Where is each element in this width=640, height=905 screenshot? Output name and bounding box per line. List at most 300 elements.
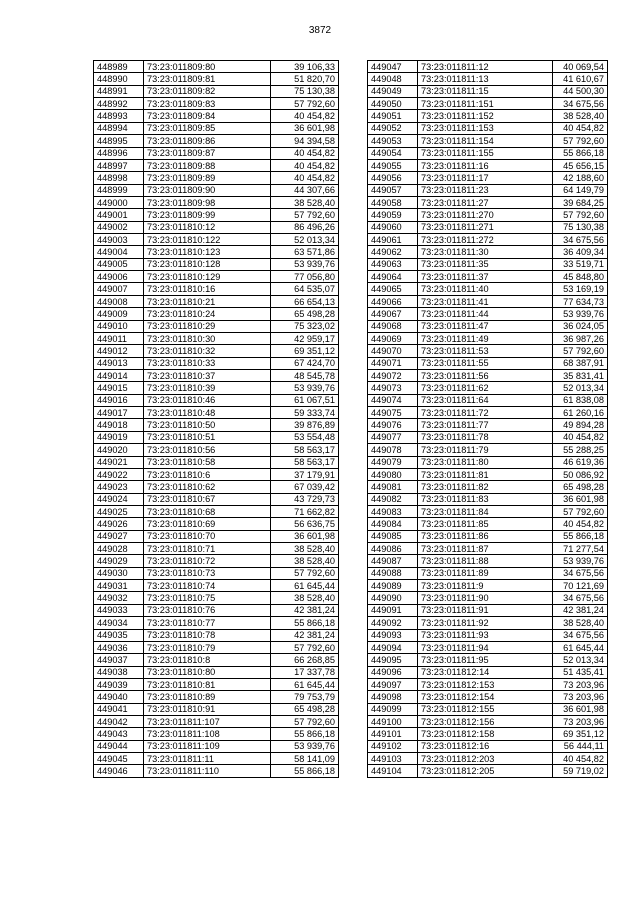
record-id-cell: 449012 bbox=[94, 345, 144, 357]
record-id-cell: 449066 bbox=[368, 295, 418, 307]
value-cell: 53 554,48 bbox=[271, 431, 339, 443]
value-cell: 39 876,89 bbox=[271, 419, 339, 431]
record-id-cell: 449055 bbox=[368, 159, 418, 171]
table-row bbox=[368, 246, 608, 258]
record-id-cell: 449058 bbox=[368, 196, 418, 208]
value-cell: 51 435,41 bbox=[553, 666, 608, 678]
record-id-cell: 449023 bbox=[94, 481, 144, 493]
table-row bbox=[94, 654, 339, 666]
value-cell: 61 067,51 bbox=[271, 394, 339, 406]
table-row bbox=[94, 753, 339, 765]
value-cell: 56 636,75 bbox=[271, 518, 339, 530]
cadastral-number-cell: 73:23:011811:272 bbox=[418, 234, 553, 246]
cadastral-number-cell: 73:23:011810:24 bbox=[144, 308, 271, 320]
record-id-cell: 449044 bbox=[94, 740, 144, 752]
table-row bbox=[368, 209, 608, 221]
cadastral-number-cell: 73:23:011810:56 bbox=[144, 444, 271, 456]
table-row bbox=[94, 431, 339, 443]
value-cell: 40 454,82 bbox=[553, 753, 608, 765]
value-cell: 38 528,40 bbox=[271, 592, 339, 604]
record-id-cell: 449043 bbox=[94, 728, 144, 740]
right-table-body bbox=[368, 61, 608, 778]
cadastral-number-cell: 73:23:011811:35 bbox=[418, 258, 553, 270]
cadastral-number-cell: 73:23:011809:83 bbox=[144, 98, 271, 110]
cadastral-number-cell: 73:23:011811:155 bbox=[418, 147, 553, 159]
page-number: 3872 bbox=[308, 25, 332, 36]
table-row bbox=[368, 172, 608, 184]
cadastral-number-cell: 73:23:011811:40 bbox=[418, 283, 553, 295]
value-cell: 66 654,13 bbox=[271, 295, 339, 307]
value-cell: 66 268,85 bbox=[271, 654, 339, 666]
table-row bbox=[368, 468, 608, 480]
value-cell: 51 820,70 bbox=[271, 73, 339, 85]
cadastral-number-cell: 73:23:011811:151 bbox=[418, 98, 553, 110]
value-cell: 38 528,40 bbox=[271, 555, 339, 567]
table-row bbox=[94, 357, 339, 369]
value-cell: 67 424,70 bbox=[271, 357, 339, 369]
value-cell: 57 792,60 bbox=[553, 505, 608, 517]
cadastral-number-cell: 73:23:011810:123 bbox=[144, 246, 271, 258]
value-cell: 69 351,12 bbox=[553, 728, 608, 740]
cadastral-number-cell: 73:23:011812:153 bbox=[418, 678, 553, 690]
cadastral-number-cell: 73:23:011811:17 bbox=[418, 172, 553, 184]
value-cell: 40 454,82 bbox=[271, 172, 339, 184]
value-cell: 17 337,78 bbox=[271, 666, 339, 678]
record-id-cell: 449072 bbox=[368, 369, 418, 381]
table-row bbox=[94, 246, 339, 258]
value-cell: 44 500,30 bbox=[553, 85, 608, 97]
record-id-cell: 448991 bbox=[94, 85, 144, 97]
cadastral-number-cell: 73:23:011810:74 bbox=[144, 580, 271, 592]
value-cell: 58 563,17 bbox=[271, 444, 339, 456]
record-id-cell: 449061 bbox=[368, 234, 418, 246]
record-id-cell: 449025 bbox=[94, 505, 144, 517]
table-row bbox=[368, 678, 608, 690]
record-id-cell: 449005 bbox=[94, 258, 144, 270]
table-row bbox=[94, 493, 339, 505]
value-cell: 58 141,09 bbox=[271, 753, 339, 765]
table-row bbox=[368, 716, 608, 728]
value-cell: 49 894,28 bbox=[553, 419, 608, 431]
table-row bbox=[94, 61, 339, 73]
cadastral-number-cell: 73:23:011811:94 bbox=[418, 641, 553, 653]
cadastral-number-cell: 73:23:011811:107 bbox=[144, 716, 271, 728]
value-cell: 64 149,79 bbox=[553, 184, 608, 196]
value-cell: 40 454,82 bbox=[553, 431, 608, 443]
table-row bbox=[368, 196, 608, 208]
table-row bbox=[368, 308, 608, 320]
value-cell: 39 106,33 bbox=[271, 61, 339, 73]
record-id-cell: 449104 bbox=[368, 765, 418, 777]
record-id-cell: 449101 bbox=[368, 728, 418, 740]
table-row bbox=[368, 617, 608, 629]
value-cell: 53 939,76 bbox=[553, 308, 608, 320]
value-cell: 52 013,34 bbox=[553, 654, 608, 666]
value-cell: 36 409,34 bbox=[553, 246, 608, 258]
value-cell: 79 753,79 bbox=[271, 691, 339, 703]
record-id-cell: 449041 bbox=[94, 703, 144, 715]
table-row bbox=[368, 505, 608, 517]
record-id-cell: 449067 bbox=[368, 308, 418, 320]
record-id-cell: 449050 bbox=[368, 98, 418, 110]
table-row bbox=[94, 678, 339, 690]
cadastral-number-cell: 73:23:011809:85 bbox=[144, 122, 271, 134]
value-cell: 69 351,12 bbox=[271, 345, 339, 357]
record-id-cell: 449006 bbox=[94, 271, 144, 283]
table-row bbox=[94, 209, 339, 221]
table-row bbox=[94, 765, 339, 777]
value-cell: 40 454,82 bbox=[271, 159, 339, 171]
value-cell: 42 381,24 bbox=[271, 604, 339, 616]
table-row bbox=[368, 85, 608, 97]
cadastral-number-cell: 73:23:011810:6 bbox=[144, 468, 271, 480]
cadastral-number-cell: 73:23:011811:90 bbox=[418, 592, 553, 604]
table-row bbox=[94, 308, 339, 320]
cadastral-number-cell: 73:23:011810:77 bbox=[144, 617, 271, 629]
value-cell: 67 039,42 bbox=[271, 481, 339, 493]
record-id-cell: 449003 bbox=[94, 234, 144, 246]
table-row bbox=[368, 740, 608, 752]
cadastral-number-cell: 73:23:011810:72 bbox=[144, 555, 271, 567]
table-row bbox=[368, 332, 608, 344]
cadastral-number-cell: 73:23:011810:70 bbox=[144, 530, 271, 542]
cadastral-number-cell: 73:23:011811:83 bbox=[418, 493, 553, 505]
table-row bbox=[368, 369, 608, 381]
record-id-cell: 449030 bbox=[94, 567, 144, 579]
table-row bbox=[368, 456, 608, 468]
record-id-cell: 449092 bbox=[368, 617, 418, 629]
value-cell: 55 866,18 bbox=[553, 147, 608, 159]
record-id-cell: 449089 bbox=[368, 580, 418, 592]
record-id-cell: 449027 bbox=[94, 530, 144, 542]
value-cell: 53 939,76 bbox=[271, 258, 339, 270]
table-row bbox=[94, 283, 339, 295]
cadastral-number-cell: 73:23:011810:67 bbox=[144, 493, 271, 505]
record-id-cell: 449052 bbox=[368, 122, 418, 134]
value-cell: 56 444,11 bbox=[553, 740, 608, 752]
table-row bbox=[368, 407, 608, 419]
value-cell: 75 130,38 bbox=[553, 221, 608, 233]
record-id-cell: 449054 bbox=[368, 147, 418, 159]
table-row bbox=[94, 382, 339, 394]
record-id-cell: 449022 bbox=[94, 468, 144, 480]
cadastral-number-cell: 73:23:011811:93 bbox=[418, 629, 553, 641]
value-cell: 61 645,44 bbox=[271, 678, 339, 690]
record-id-cell: 449029 bbox=[94, 555, 144, 567]
table-row bbox=[368, 135, 608, 147]
cadastral-number-cell: 73:23:011812:155 bbox=[418, 703, 553, 715]
record-id-cell: 449021 bbox=[94, 456, 144, 468]
table-row bbox=[94, 184, 339, 196]
cadastral-number-cell: 73:23:011811:13 bbox=[418, 73, 553, 85]
cadastral-number-cell: 73:23:011811:44 bbox=[418, 308, 553, 320]
table-row bbox=[368, 604, 608, 616]
record-id-cell: 449093 bbox=[368, 629, 418, 641]
cadastral-number-cell: 73:23:011810:69 bbox=[144, 518, 271, 530]
record-id-cell: 449011 bbox=[94, 332, 144, 344]
cadastral-number-cell: 73:23:011810:128 bbox=[144, 258, 271, 270]
value-cell: 55 866,18 bbox=[553, 530, 608, 542]
table-row bbox=[368, 122, 608, 134]
value-cell: 45 656,15 bbox=[553, 159, 608, 171]
record-id-cell: 449000 bbox=[94, 196, 144, 208]
record-id-cell: 449081 bbox=[368, 481, 418, 493]
record-id-cell: 449018 bbox=[94, 419, 144, 431]
value-cell: 44 307,66 bbox=[271, 184, 339, 196]
cadastral-number-cell: 73:23:011810:39 bbox=[144, 382, 271, 394]
record-id-cell: 449038 bbox=[94, 666, 144, 678]
value-cell: 64 535,07 bbox=[271, 283, 339, 295]
value-cell: 35 831,41 bbox=[553, 369, 608, 381]
table-row bbox=[368, 567, 608, 579]
value-cell: 43 729,73 bbox=[271, 493, 339, 505]
record-id-cell: 449099 bbox=[368, 703, 418, 715]
record-id-cell: 448993 bbox=[94, 110, 144, 122]
cadastral-number-cell: 73:23:011809:80 bbox=[144, 61, 271, 73]
record-id-cell: 449042 bbox=[94, 716, 144, 728]
value-cell: 73 203,96 bbox=[553, 716, 608, 728]
value-cell: 42 381,24 bbox=[553, 604, 608, 616]
table-row bbox=[94, 691, 339, 703]
value-cell: 55 288,25 bbox=[553, 444, 608, 456]
value-cell: 86 496,26 bbox=[271, 221, 339, 233]
value-cell: 55 866,18 bbox=[271, 728, 339, 740]
table-row bbox=[94, 332, 339, 344]
table-row bbox=[368, 320, 608, 332]
table-row bbox=[368, 431, 608, 443]
value-cell: 48 545,78 bbox=[271, 369, 339, 381]
table-row bbox=[368, 728, 608, 740]
table-row bbox=[368, 481, 608, 493]
cadastral-number-cell: 73:23:011809:99 bbox=[144, 209, 271, 221]
value-cell: 42 188,60 bbox=[553, 172, 608, 184]
table-row bbox=[368, 357, 608, 369]
value-cell: 59 719,02 bbox=[553, 765, 608, 777]
record-id-cell: 449100 bbox=[368, 716, 418, 728]
cadastral-number-cell: 73:23:011811:77 bbox=[418, 419, 553, 431]
table-row bbox=[94, 320, 339, 332]
value-cell: 65 498,28 bbox=[271, 703, 339, 715]
cadastral-number-cell: 73:23:011811:88 bbox=[418, 555, 553, 567]
table-row bbox=[94, 555, 339, 567]
record-id-cell: 449017 bbox=[94, 407, 144, 419]
cadastral-number-cell: 73:23:011810:50 bbox=[144, 419, 271, 431]
record-id-cell: 449085 bbox=[368, 530, 418, 542]
cadastral-number-cell: 73:23:011809:87 bbox=[144, 147, 271, 159]
table-row bbox=[94, 110, 339, 122]
table-row bbox=[368, 753, 608, 765]
table-row bbox=[94, 73, 339, 85]
table-row bbox=[368, 73, 608, 85]
value-cell: 57 792,60 bbox=[271, 641, 339, 653]
table-row bbox=[368, 703, 608, 715]
table-row bbox=[368, 184, 608, 196]
record-id-cell: 449010 bbox=[94, 320, 144, 332]
record-id-cell: 449091 bbox=[368, 604, 418, 616]
table-row bbox=[368, 61, 608, 73]
record-id-cell: 449045 bbox=[94, 753, 144, 765]
table-row bbox=[368, 444, 608, 456]
record-id-cell: 449057 bbox=[368, 184, 418, 196]
cadastral-number-cell: 73:23:011811:82 bbox=[418, 481, 553, 493]
cadastral-number-cell: 73:23:011811:9 bbox=[418, 580, 553, 592]
value-cell: 50 086,92 bbox=[553, 468, 608, 480]
value-cell: 34 675,56 bbox=[553, 629, 608, 641]
record-id-cell: 449090 bbox=[368, 592, 418, 604]
cadastral-number-cell: 73:23:011811:78 bbox=[418, 431, 553, 443]
value-cell: 52 013,34 bbox=[271, 234, 339, 246]
cadastral-number-cell: 73:23:011811:85 bbox=[418, 518, 553, 530]
record-id-cell: 449084 bbox=[368, 518, 418, 530]
record-id-cell: 449008 bbox=[94, 295, 144, 307]
table-row bbox=[94, 122, 339, 134]
record-id-cell: 449046 bbox=[94, 765, 144, 777]
record-id-cell: 449026 bbox=[94, 518, 144, 530]
cadastral-number-cell: 73:23:011811:11 bbox=[144, 753, 271, 765]
record-id-cell: 448992 bbox=[94, 98, 144, 110]
table-row bbox=[368, 394, 608, 406]
record-id-cell: 449076 bbox=[368, 419, 418, 431]
cadastral-number-cell: 73:23:011810:8 bbox=[144, 654, 271, 666]
table-row bbox=[94, 147, 339, 159]
record-id-cell: 449047 bbox=[368, 61, 418, 73]
record-id-cell: 449019 bbox=[94, 431, 144, 443]
cadastral-number-cell: 73:23:011811:41 bbox=[418, 295, 553, 307]
value-cell: 75 130,38 bbox=[271, 85, 339, 97]
record-id-cell: 449083 bbox=[368, 505, 418, 517]
value-cell: 36 601,98 bbox=[553, 493, 608, 505]
cadastral-number-cell: 73:23:011811:37 bbox=[418, 271, 553, 283]
table-row bbox=[368, 691, 608, 703]
value-cell: 65 498,28 bbox=[271, 308, 339, 320]
value-cell: 38 528,40 bbox=[553, 110, 608, 122]
cadastral-number-cell: 73:23:011811:91 bbox=[418, 604, 553, 616]
record-id-cell: 449031 bbox=[94, 580, 144, 592]
record-id-cell: 449070 bbox=[368, 345, 418, 357]
table-row bbox=[368, 234, 608, 246]
record-id-cell: 448995 bbox=[94, 135, 144, 147]
table-row bbox=[368, 629, 608, 641]
value-cell: 42 959,17 bbox=[271, 332, 339, 344]
value-cell: 34 675,56 bbox=[553, 592, 608, 604]
table-row bbox=[368, 382, 608, 394]
value-cell: 38 528,40 bbox=[553, 617, 608, 629]
cadastral-number-cell: 73:23:011810:78 bbox=[144, 629, 271, 641]
value-cell: 38 528,40 bbox=[271, 543, 339, 555]
record-id-cell: 449098 bbox=[368, 691, 418, 703]
record-id-cell: 449062 bbox=[368, 246, 418, 258]
record-id-cell: 449034 bbox=[94, 617, 144, 629]
cadastral-number-cell: 73:23:011811:79 bbox=[418, 444, 553, 456]
cadastral-number-cell: 73:23:011810:129 bbox=[144, 271, 271, 283]
cadastral-number-cell: 73:23:011810:71 bbox=[144, 543, 271, 555]
cadastral-number-cell: 73:23:011811:80 bbox=[418, 456, 553, 468]
value-cell: 61 260,16 bbox=[553, 407, 608, 419]
record-id-cell: 449053 bbox=[368, 135, 418, 147]
value-cell: 77 634,73 bbox=[553, 295, 608, 307]
cadastral-number-cell: 73:23:011811:12 bbox=[418, 61, 553, 73]
cadastral-number-cell: 73:23:011810:73 bbox=[144, 567, 271, 579]
value-cell: 59 333,74 bbox=[271, 407, 339, 419]
value-cell: 94 394,58 bbox=[271, 135, 339, 147]
cadastral-number-cell: 73:23:011810:76 bbox=[144, 604, 271, 616]
cadastral-number-cell: 73:23:011810:89 bbox=[144, 691, 271, 703]
value-cell: 57 792,60 bbox=[553, 209, 608, 221]
value-cell: 65 498,28 bbox=[553, 481, 608, 493]
value-cell: 38 528,40 bbox=[271, 196, 339, 208]
cadastral-number-cell: 73:23:011812:203 bbox=[418, 753, 553, 765]
record-id-cell: 448996 bbox=[94, 147, 144, 159]
value-cell: 45 848,80 bbox=[553, 271, 608, 283]
value-cell: 70 121,69 bbox=[553, 580, 608, 592]
cadastral-number-cell: 73:23:011810:68 bbox=[144, 505, 271, 517]
record-id-cell: 449068 bbox=[368, 320, 418, 332]
cadastral-number-cell: 73:23:011810:81 bbox=[144, 678, 271, 690]
cadastral-number-cell: 73:23:011809:98 bbox=[144, 196, 271, 208]
record-id-cell: 449002 bbox=[94, 221, 144, 233]
table-row bbox=[94, 271, 339, 283]
cadastral-number-cell: 73:23:011810:79 bbox=[144, 641, 271, 653]
record-id-cell: 449080 bbox=[368, 468, 418, 480]
record-id-cell: 449056 bbox=[368, 172, 418, 184]
value-cell: 57 792,60 bbox=[271, 567, 339, 579]
cadastral-number-cell: 73:23:011810:32 bbox=[144, 345, 271, 357]
table-row bbox=[94, 234, 339, 246]
value-cell: 46 619,36 bbox=[553, 456, 608, 468]
table-row bbox=[94, 530, 339, 542]
cadastral-number-cell: 73:23:011811:95 bbox=[418, 654, 553, 666]
record-id-cell: 449051 bbox=[368, 110, 418, 122]
record-id-cell: 448998 bbox=[94, 172, 144, 184]
cadastral-number-cell: 73:23:011811:47 bbox=[418, 320, 553, 332]
cadastral-number-cell: 73:23:011811:87 bbox=[418, 543, 553, 555]
value-cell: 40 454,82 bbox=[553, 518, 608, 530]
value-cell: 42 381,24 bbox=[271, 629, 339, 641]
record-id-cell: 449065 bbox=[368, 283, 418, 295]
record-id-cell: 449007 bbox=[94, 283, 144, 295]
record-id-cell: 449037 bbox=[94, 654, 144, 666]
record-id-cell: 448997 bbox=[94, 159, 144, 171]
table-row bbox=[368, 159, 608, 171]
cadastral-number-cell: 73:23:011812:156 bbox=[418, 716, 553, 728]
record-id-cell: 449097 bbox=[368, 678, 418, 690]
cadastral-number-cell: 73:23:011809:84 bbox=[144, 110, 271, 122]
cadastral-number-cell: 73:23:011810:33 bbox=[144, 357, 271, 369]
value-cell: 33 519,71 bbox=[553, 258, 608, 270]
record-id-cell: 449035 bbox=[94, 629, 144, 641]
record-id-cell: 449016 bbox=[94, 394, 144, 406]
value-cell: 36 024,05 bbox=[553, 320, 608, 332]
value-cell: 68 387,91 bbox=[553, 357, 608, 369]
table-row bbox=[368, 765, 608, 777]
cadastral-number-cell: 73:23:011811:86 bbox=[418, 530, 553, 542]
table-row bbox=[368, 98, 608, 110]
value-cell: 61 838,08 bbox=[553, 394, 608, 406]
table-row bbox=[94, 85, 339, 97]
cadastral-number-cell: 73:23:011810:12 bbox=[144, 221, 271, 233]
cadastral-number-cell: 73:23:011810:58 bbox=[144, 456, 271, 468]
cadastral-number-cell: 73:23:011811:153 bbox=[418, 122, 553, 134]
value-cell: 61 645,44 bbox=[271, 580, 339, 592]
table-row bbox=[94, 518, 339, 530]
cadastral-number-cell: 73:23:011811:154 bbox=[418, 135, 553, 147]
table-row bbox=[94, 407, 339, 419]
table-row bbox=[94, 728, 339, 740]
table-row bbox=[94, 135, 339, 147]
table-row bbox=[94, 258, 339, 270]
cadastral-number-cell: 73:23:011812:14 bbox=[418, 666, 553, 678]
cadastral-number-cell: 73:23:011811:64 bbox=[418, 394, 553, 406]
